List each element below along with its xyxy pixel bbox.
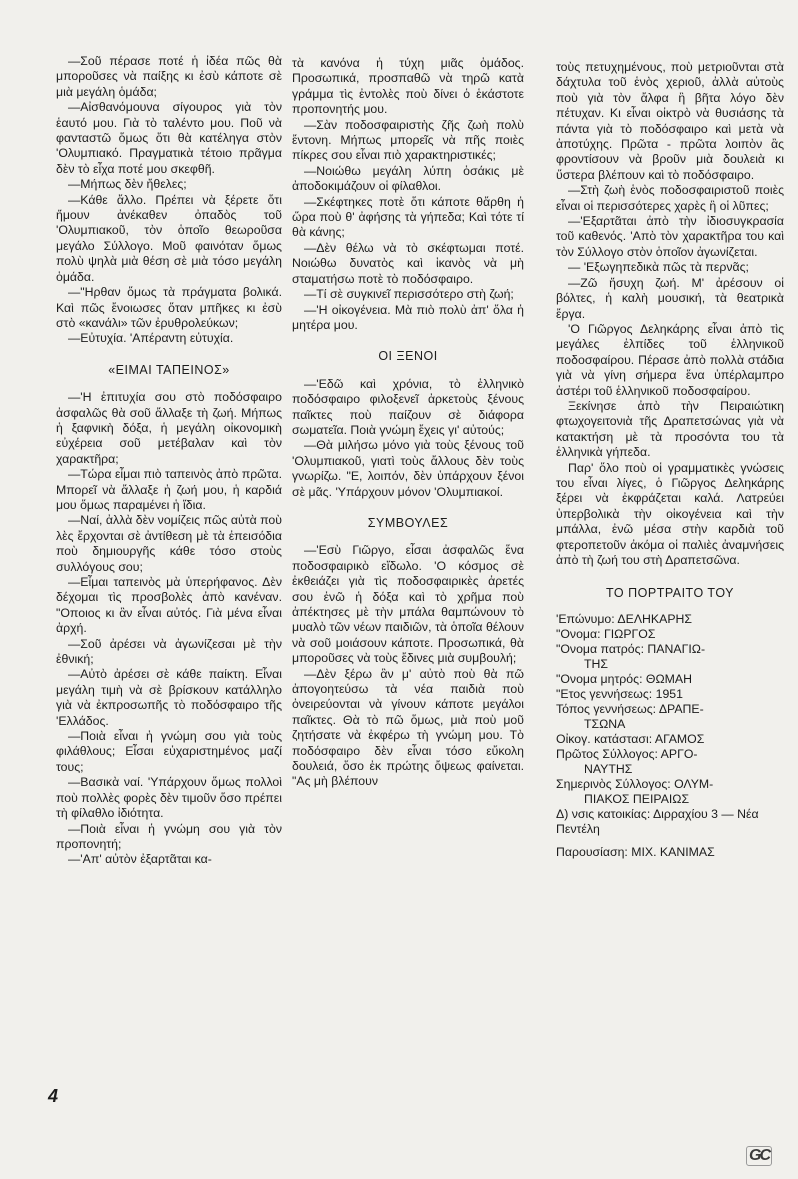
portrait-line: Δ) νσις κατοικίας: Διρραχίου 3 — Νέα Πεντέλη [556, 806, 759, 836]
paragraph: Ξεκίνησε ἀπὸ τὴν Πειραιώτικη φτωχογειτονιὰ τῆς Δραπετσώνας γιὰ νὰ κατακτήση μὲ τὰ προσόντα του τὰ ἑλληνικὰ γήπεδα. [556, 398, 784, 460]
paragraph: —Ναί, ἀλλὰ δὲν νομίζεις πῶς αὐτὰ ποὺ λὲς ἔρχονται σὲ ἀντίθεση μὲ τὰ ἐπεισόδια ποὺ δημιουργῆς κάθε τόσο στοὺς συλλόγους σου; [56, 513, 282, 574]
paragraph: —'Η ἐπιτυχία σου στὸ ποδόσφαιρο ἀσφαλῶς θὰ σοῦ ἄλλαξε τὴ ζωή. Μήπως ἡ ξαφνικὴ δόξα, ἡ μεγάλη οἰκονομικὴ εὐχέρεια σοῦ μετέβαλαν καὶ τὸν χαρακτῆρα; [56, 390, 282, 466]
paragraph: —'Εξαρτᾶται ἀπὸ τὴν ἰδιοσυγκρασία τοῦ καθενός. 'Απὸ τὸν χαρακτῆρα του καὶ τὸν Σύλλογο στὸν ὁποῖον ἀγωνίζεται. [556, 214, 784, 259]
paragraph: —Εὐτυχία. 'Απέραντη εὐτυχία. [68, 331, 234, 346]
paragraph: —Τώρα εἶμαι πιὸ ταπεινὸς ἀπὸ πρῶτα. Μπορεῖ νὰ ἄλλαξε ἡ ζωή μου, ἡ καρδιά μου ὅμως παραμένει ἡ ἴδια. [56, 467, 282, 512]
gc-logo: GC [746, 1146, 772, 1166]
paragraph: Παρ' ὅλο ποὺ οἱ γραμματικὲς γνώσεις του εἶναι λίγες, ὁ Γιῶργος Δεληκάρης ξέρει νὰ ἐκφράζεται καλά. Λατρεύει ὑπερβολικὰ τὴν οἰκογένεια καὶ τὴν μπάλλα, ἐνῶ μέσα στὴν καρδιὰ τοῦ φτεροπετοῦν ἀκόμα οἱ παλιὲς ἀναμνήσεις ἀπὸ τὴ ζωή του στὴ Δραπετσῶνα. [556, 460, 784, 567]
paragraph: —Αὐτὸ ἀρέσει σὲ κάθε παίκτη. Εἶναι μεγάλη τιμὴ νὰ σὲ βρίσκουν κατάλληλο γιὰ νὰ ἐκπροσωπῆς τὸ ποδόσφαιρο τῆς 'Ελλάδος. [56, 667, 282, 728]
paragraph: — 'Εξωγηπεδικὰ πῶς τὰ περνᾶς; [568, 260, 749, 275]
paragraph: —'Η οἰκογένεια. Μὰ πιὸ πολὺ ἀπ' ὅλα ἡ μητέρα μου. [292, 302, 524, 332]
portrait-line: Πρῶτος Σύλλογος: ΑΡΓΟ- [556, 746, 698, 761]
portrait-line: "Ονομα μητρός: ΘΩΜΑΗ [556, 671, 692, 686]
paragraph: τοὺς πετυχημένους, ποὺ μετριοῦνται στὰ δάχτυλα τοῦ ἑνὸς χεριοῦ, ἀλλὰ αὐτοὺς ποὺ γιὰ τὸν ἄλφα ἢ βῆτα λόγο δὲν πέτυχαν. Κι εἶναι οἰκτρὸ νὰ θυσιάσης τὰ πάντα γιὰ τὸ ποδόσφαιρο καὶ μετὰ νὰ ἀποτύχης. Πρῶτα - πρῶτα λοιπὸν ἂς φροντίσουν νὰ βροῦν μιὰ δουλειὰ κι ὕστερα βλέπουν καὶ τὸ ποδόσφαιρο. [556, 60, 784, 182]
column-2 [292, 56, 524, 790]
presenter-credit: Παρουσίαση: ΜΙΧ. ΚΑΝΙΜΑΣ [556, 844, 715, 859]
paragraph: —Στὴ ζωὴ ἑνὸς ποδοσφαιριστοῦ ποιὲς εἶναι οἱ περισσότερες χαρὲς ἢ οἱ λῦπες; [556, 183, 784, 213]
paragraph: —Σὰν ποδοσφαιριστὴς ζῆς ζωὴ πολὺ ἔντονη. Μήπως μπορεῖς νὰ πῆς ποιὲς πίκρες σου εἶναι πιὸ χαρακτηριστικές; [292, 117, 524, 163]
portrait-heading: ΤΟ ΠΟΡΤΡΑΙΤΟ ΤΟΥ [606, 586, 734, 601]
page-number: 4 [48, 1086, 59, 1106]
portrait-line: 'Επώνυμο: ΔΕΛΗΚΑΡΗΣ [556, 611, 693, 626]
paragraph: —"Ηρθαν ὅμως τὰ πράγματα βολικά. Καὶ πῶς ἔνοιωσες ὅταν μπῆκες κι ἐσὺ στὸ «κανάλι» τῶν ἐρυθρολεύκων; [56, 285, 282, 330]
paragraph: —Σοῦ πέρασε ποτέ ἡ ἰδέα πῶς θὰ μποροῦσες νὰ παίξης κι ἐσὺ κάποτε σὲ μιὰ μεγάλη ὁμάδα; [56, 54, 282, 99]
paragraph: —Μήπως δὲν ἤθελες; [68, 177, 187, 192]
paragraph: —'Εδῶ καὶ χρόνια, τὸ ἑλληνικὸ ποδόσφαιρο φιλοξενεῖ ἀρκετοὺς ξένους παῖκτες ποὺ παίζουν σὲ διάφορα σωματεῖα. Ποιὰ γνώμη ἔχεις γι' αὐτούς; [292, 376, 524, 437]
paragraph: —Εἶμαι ταπεινὸς μὰ ὑπερήφανος. Δὲν δέχομαι τὶς προσβολὲς ἀπὸ κανέναν. "Οποιος κι ἂν εἶναι αὐτός. Γιὰ μένα εἶναι ἀρχή. [56, 575, 282, 636]
paragraph: —Βασικὰ ναί. 'Υπάρχουν ὅμως πολλοὶ ποὺ πολλὲς φορὲς δὲν τιμοῦν ὅσο πρέπει τὴ φίλαθλο ἰδιότητα. [56, 775, 282, 821]
section-heading-xenoi: ΟΙ ΞΕΝΟΙ [378, 349, 438, 364]
paragraph: —'Απ' αὐτὸν ἐξαρτᾶται κα- [68, 852, 212, 867]
paragraph: —Δὲν ξέρω ἂν μ' αὐτὸ ποὺ θὰ πῶ ἀπογοητεύσω τὰ νέα παιδιὰ ποὺ ὀνειρεύονται νὰ γίνουν κάποτε μεγάλοι παῖκτες. Θὰ τὸ πῶ ὅμως, μιὰ ποὺ μοῦ ζητήσατε νὰ ἐκφέρω τὴ γνώμη μου. Τὸ ποδόσφαιρο δὲν εἶναι τόσο εὔκολη δουλειά, ὅσο ἐκ πρώτης ὄψεως φαίνεται. "Ας μὴ βλέπουν [292, 666, 524, 789]
portrait-line: ΠΙΑΚΟΣ ΠΕΙΡΑΙΩΣ [584, 791, 690, 806]
portrait-line: Σημερινὸς Σύλλογος: ΟΛΥΜ- [556, 776, 714, 791]
portrait-line: "Ετος γεννήσεως: 1951 [556, 686, 683, 701]
column-1 [56, 54, 282, 868]
paragraph: —'Εσὺ Γιῶργο, εἶσαι ἀσφαλῶς ἕνα ποδοσφαιρικὸ εἴδωλο. 'Ο κόσμος σὲ ἐκθειάζει γιὰ τὶς ποδοσφαιρικὲς ἀρετές σου ἐνῶ ἡ δόξα καὶ τὸ χρῆμα ποὺ ἀπέκτησες μὲ τὴν μπάλα θαμπώνουν τὸ μυαλὸ τῶν νέων παιδιῶν, τὰ ὁποῖα θέλουν νὰ σοῦ μοιάσουν κάποτε. Προσωπικά, θὰ μποροῦσες νὰ τοὺς ἔδινες μιὰ συμβουλή; [292, 543, 524, 666]
portrait-line: Οἰκογ. κατάστασι: ΑΓΑΜΟΣ [556, 731, 705, 746]
section-heading-symvoules: ΣΥΜΒΟΥΛΕΣ [367, 515, 449, 530]
paragraph: —Θὰ μιλήσω μόνο γιὰ τοὺς ξένους τοῦ 'Ολυμπιακοῦ, γιατὶ τοὺς ἄλλους δὲν τοὺς γνωρίζω. "Ε, λοιπόν, δὲν ὑπάρχουν ξένοι σὲ μᾶς. 'Υπάρχουν μόνον 'Ολυμπιακοί. [292, 438, 524, 499]
column-3 [556, 60, 784, 860]
portrait-line: ΤΗΣ [584, 656, 608, 671]
paragraph: —Ζῶ ἥσυχη ζωή. Μ' ἀρέσουν οἱ βόλτες, ἡ καλὴ μουσική, τὰ θεατρικὰ ἔργα. [556, 275, 784, 321]
portrait-line: ΝΑΥΤΗΣ [584, 761, 633, 776]
paragraph: —Ποιὰ εἶναι ἡ γνώμη σου γιὰ τοὺς φιλάθλους; Εἶσαι εὐχαριστημένος μαζί τους; [56, 729, 282, 774]
paragraph: —Αἰσθανόμουνα σίγουρος γιὰ τὸν ἑαυτό μου. Γιὰ τὸ ταλέντο μου. Ποῦ νὰ φανταστῶ ὅμως ὅτι θὰ κατέληγα στὸν 'Ολυμπιακό. Πραγματικὰ τέτοιο πρᾶγμα δὲν τὸ εἶχα ποτέ μου σκεφθῆ. [56, 100, 282, 176]
paragraph: τὰ κανόνα ἡ τύχη μιᾶς ὁμάδος. Προσωπικά, προσπαθῶ νὰ τηρῶ κατὰ γράμμα τὶς ἐντολὲς ποὺ δίνει ὁ ἑκάστοτε προπονητής μου. [292, 56, 524, 117]
portrait-box [556, 612, 784, 860]
portrait-line: "Ονομα πατρός: ΠΑΝΑΓΙΩ- [556, 641, 706, 656]
paragraph: —Σοῦ ἀρέσει νὰ ἀγωνίζεσαι μὲ τὴν ἐθνική; [56, 636, 282, 667]
paragraph: —Δὲν θέλω νὰ τὸ σκέφτωμαι ποτέ. Νοιώθω δυνατὸς καὶ ἱκανὸς νὰ μὴ σταματήσω ποτὲ τὸ ποδόσφαιρο. [292, 240, 524, 286]
paragraph: —Ποιὰ εἶναι ἡ γνώμη σου γιὰ τὸν προπονητή; [56, 821, 282, 851]
paragraph: —Τί σὲ συγκινεῖ περισσότερο στὴ ζωή; [304, 287, 514, 302]
portrait-line: Τόπος γεννήσεως: ΔΡΑΠΕ- [556, 701, 704, 716]
paragraph: —Σκέφτηκες ποτὲ ὅτι κάποτε θἄρθη ἡ ὥρα ποὺ θ' ἀφήσης τὰ γήπεδα; Καὶ τότε τί θὰ κάνης; [292, 194, 524, 240]
paragraph: —Κάθε ἄλλο. Πρέπει νὰ ξέρετε ὅτι ἤμουν ἀνέκαθεν ὀπαδὸς τοῦ 'Ολυμπιακοῦ, τὸν ὁποῖο θεωροῦσα μεγάλο Σύλλογο. Μοῦ φαινόταν ὅμως πολὺ ψηλὰ μιὰ θέση σὲ μιὰ τόσο μεγάλη ὁμάδα. [56, 192, 282, 284]
section-heading-tapeinos: «ΕΙΜΑΙ ΤΑΠΕΙΝΟΣ» [108, 362, 230, 377]
paragraph: 'Ο Γιῶργος Δεληκάρης εἶναι ἀπὸ τὶς μεγάλες ἐλπίδες τοῦ ἑλληνικοῦ ποδοσφαίρου. Πέρασε ἀπὸ πολλὰ στάδια γιὰ νὰ γίνη σήμερα ἕνα ὑπέρλαμπρο ἀστέρι τοῦ ἑλληνικοῦ ποδοσφαίρου. [556, 321, 784, 398]
portrait-line: "Ονομα: ΓΙΩΡΓΟΣ [556, 626, 656, 641]
portrait-line: ΤΣΩΝΑ [584, 716, 626, 731]
paragraph: —Νοιώθω μεγάλη λύπη ὁσάκις μὲ ἀποδοκιμάζουν οἱ φίλαθλοι. [292, 163, 524, 194]
